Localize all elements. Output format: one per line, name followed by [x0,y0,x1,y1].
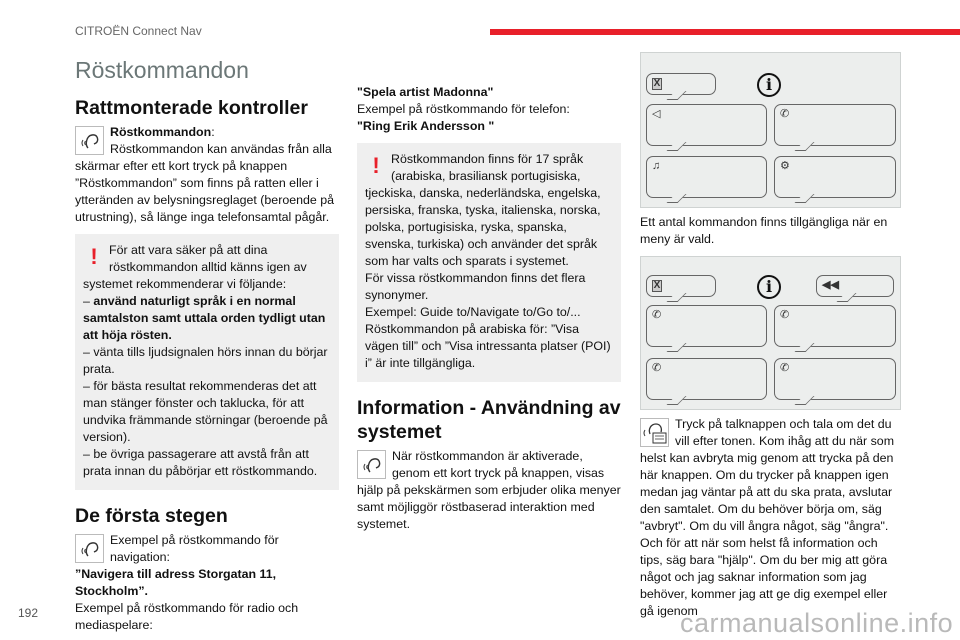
text: – vänta tills ljudsignalen hörs innan du börjar prata. [83,345,328,376]
text: Röstkommandon på arabiska för: ”Visa vägen till” och ”Visa intressanta platser (POI) i” är inte tillgängliga. [365,322,611,370]
paragraph [640,416,902,620]
bold-text: Röstkommandon [110,125,212,139]
close-bubble [646,73,716,95]
text: När röstkommandon är aktiverade, genom ett kort tryck på knappen, visas hjälp på pekskärmen som erbjuder olika menyer samt möjliggör röstbaserad interaktion med systemet. [357,449,621,531]
text: Tryck på talknappen och tala om det du vill efter tonen. Kom ihåg att du när som helst kan avbryta mig genom att trycka på den här knappen. Om du trycker på knappen igen medan jag väntar på att du ska prata, avslutar den samtalet. Om du behöver börja om, säg "avbryt". Om du vill ångra något, säg "ångra". Och för att när som helst få information och tips, säg bara "hjälp". Om du ber mig att göra något och jag saknar information som jag behöver, kommer jag att ge dig exempel eller gå igenom [640,417,895,618]
bold-text: ”Navigera till adress Storgatan 11, Stockholm”. [75,567,277,598]
watermark: carmanualsonline.info [680,608,954,638]
column-1 [75,56,339,634]
paragraph [83,344,331,378]
text: Exempel på röstkommando för radio och mediaspelare: [75,601,299,632]
voice-menu-screen [640,52,901,208]
paragraph [83,242,331,293]
paragraph [83,378,331,446]
heading-system-info: Information - Användning av systemet [357,397,621,443]
paragraph-group [357,448,621,533]
phone-bubble [774,358,896,400]
back-icon: ◀◀ [822,279,839,291]
paragraph [75,124,339,141]
paragraph [75,566,339,600]
text: : [211,125,215,139]
paragraph [357,84,621,101]
music-bubble [646,156,767,198]
examples-block [75,532,339,634]
phone-bubble [646,358,767,400]
navigation-bubble [646,104,767,146]
page-number: 192 [18,606,39,620]
paragraph-group [365,151,613,372]
voice-command-block [75,124,339,226]
voice-command-icon [357,450,386,479]
phone-icon: ✆ [780,108,790,120]
close-icon: X [653,78,661,89]
phone-bubble [646,305,767,347]
info-icon: i [757,275,781,299]
warning-box-languages [357,143,621,382]
help-block [357,448,621,533]
paragraph-group [640,416,902,620]
page-title: Röstkommandon [75,57,249,83]
text: Röstkommandon finns för 17 språk (arabiska, brasiliansk portugisiska, tjeckiska, danska, nederländska, engelska, persiska, franska, tyska, italienska, norska, polska, portugisiska, ryska, spanska, svenska, turkiska) och använder det språk som har valts och sparats i systemet. [365,152,601,268]
text: Exempel på röstkommando för telefon: [357,102,570,116]
paragraph [75,532,339,566]
screen-caption: Ett antal kommandon finns tillgängliga när en meny är vald. [640,215,888,246]
bold-text: "Spela artist Madonna" [357,85,494,99]
navigation-icon: ◁ [652,108,661,120]
bold-text: använd naturligt språk i en normal samtalston samt uttala orden tydligt utan att höja rösten. [83,294,326,342]
paragraph [357,118,621,135]
paragraph [365,151,613,270]
phone-bubble [774,104,896,146]
settings-icon: ⚙ [780,160,790,172]
text: För att vara säker på att dina röstkommandon alltid känns igen av systemet rekommenderar vi följande: [83,243,307,291]
paragraph [365,270,613,304]
talk-button-icon [640,418,669,447]
voice-command-icon [75,534,104,563]
warning-icon: ! [90,244,98,269]
paragraph [365,321,613,372]
warning-box [75,234,339,490]
column-2 [357,84,621,533]
paragraph [357,101,621,118]
column-3 [640,52,902,620]
paragraph [357,448,621,533]
text: – [83,294,94,308]
phone-icon: ✆ [780,309,790,321]
text: Exempel: Guide to/Navigate to/Go to/... [365,305,581,319]
paragraph-group [75,124,339,226]
paragraph [75,141,339,226]
paragraph-group [357,84,621,135]
paragraph [83,293,331,344]
text: – be övriga passagerare att avstå från att prata innan du påbörjar ett röstkommando. [83,447,318,478]
close-icon: X [653,280,661,291]
paragraph [83,446,331,480]
paragraph-group [75,532,339,634]
text: För vissa röstkommandon finns det flera synonymer. [365,271,586,302]
music-icon: ♫ [652,160,661,172]
phone-menu-screen [640,256,901,410]
warning-icon: ! [372,153,380,178]
text: – för bästa resultat rekommenderas det att man stänger fönster och taklucka, för att undvika främmande störningar (beroende på version). [83,379,328,444]
voice-command-icon [75,126,104,155]
paragraph-group [83,242,331,480]
paragraph [75,600,339,634]
phone-icon: ✆ [652,309,662,321]
text: Exempel på röstkommando för navigation: [110,533,279,564]
bold-text: "Ring Erik Andersson " [357,119,495,133]
phone-icon: ✆ [780,362,790,374]
phone-icon: ✆ [652,362,662,374]
talk-button-block [640,416,902,620]
section-title: CITROËN Connect Nav [75,24,202,38]
header-accent-bar [490,29,960,35]
heading-first-steps: De första stegen [75,505,228,527]
close-bubble [646,275,716,297]
back-bubble [816,275,894,297]
phone-bubble [774,305,896,347]
paragraph [365,304,613,321]
text: Röstkommandon kan användas från alla skärmar efter ett kort tryck på knappen ”Röstkommandon” som finns på ratten eller i ytteränden av belysningsreglaget (beroende på utrustning), så länge inga telefonsamtal pågår. [75,142,335,224]
info-icon: i [757,73,781,97]
heading-steering-controls: Rattmonterade kontroller [75,97,308,119]
settings-bubble [774,156,896,198]
